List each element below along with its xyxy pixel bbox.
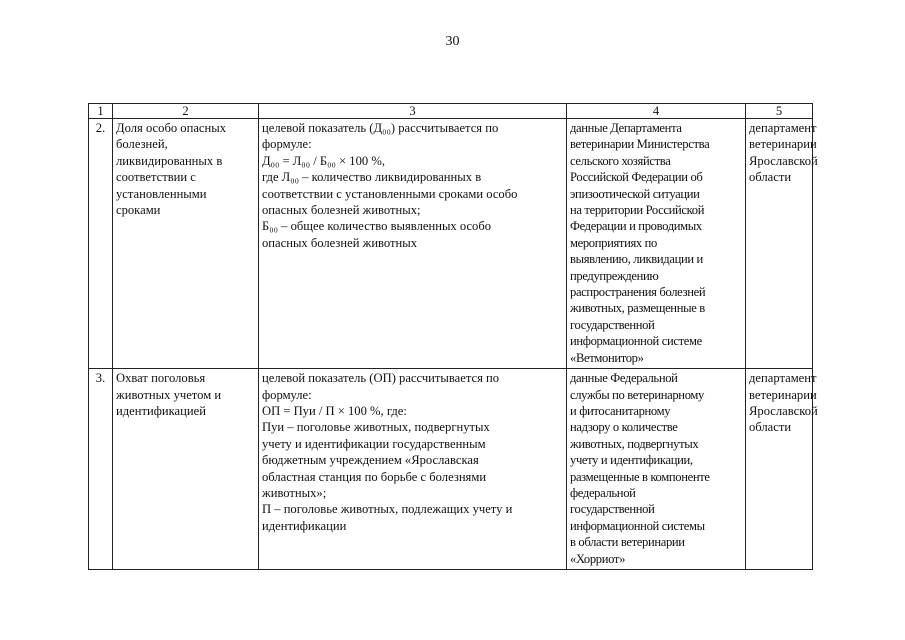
text-line: соответствии с установленными сроками особо	[262, 186, 518, 201]
text-line: где Л₀₀ – количество ликвидированных в	[262, 170, 482, 185]
text-line: целевой показатель (ОП) рассчитывается по	[262, 371, 500, 386]
text-line: Пуи – поголовье животных, подвергнутых	[262, 420, 490, 435]
text-line: животных учетом и	[116, 387, 222, 402]
row-number: 3.	[89, 369, 113, 570]
text-line: данные Департамента	[570, 121, 682, 135]
responsible-cell	[746, 119, 818, 369]
text-line: ветеринарии	[749, 387, 817, 402]
text-line: эпизоотической ситуации	[570, 186, 700, 201]
text-line: формуле:	[262, 387, 312, 402]
text-line: сельского хозяйства	[570, 153, 671, 168]
header-cell: 1	[89, 104, 113, 119]
text-line: опасных болезней животных	[262, 235, 418, 250]
page-number: 30	[445, 34, 460, 49]
row-number: 2.	[89, 119, 113, 369]
text-line: областная станция по борьбе с болезнями	[262, 469, 487, 484]
text-line: учету и идентификации государственным	[262, 436, 486, 451]
header-cell: 5	[746, 104, 813, 119]
text-line: надзору о количестве	[570, 420, 678, 435]
text-line: государственной	[570, 502, 655, 517]
text-line: департамент	[749, 371, 817, 386]
table-row	[89, 369, 813, 570]
text-line: опасных болезней животных;	[262, 203, 421, 218]
text-line: бюджетным учреждением «Ярославская	[262, 453, 479, 468]
text-line: государственной	[570, 317, 655, 332]
text-line: идентификацией	[116, 403, 206, 418]
text-line: предупреждению	[570, 268, 659, 283]
text-line: выявлению, ликвидации и	[570, 252, 703, 267]
text-line: соответствии с	[116, 170, 196, 185]
text-line: учету и идентификации,	[570, 453, 693, 468]
text-line: сроками	[116, 203, 161, 218]
text-line: ликвидированных в	[116, 153, 223, 168]
text-line: и фитосанитарному	[570, 403, 671, 418]
table-row	[89, 119, 813, 369]
text-line: федеральной	[570, 485, 636, 500]
text-line: данные Федеральной	[570, 371, 678, 386]
table-header-row	[89, 104, 813, 119]
text-line: размещенные в компоненте	[570, 469, 710, 484]
method-cell	[259, 369, 567, 570]
text-line: департамент	[749, 121, 817, 135]
text-line: ветеринарии	[749, 137, 817, 152]
text-line: распространения болезней	[570, 285, 706, 300]
header-cell: 2	[113, 104, 259, 119]
header-cell: 3	[259, 104, 567, 119]
source-cell	[567, 369, 746, 570]
text-line: Ярославской	[749, 153, 818, 168]
indicator-cell	[113, 119, 259, 369]
source-cell	[567, 119, 746, 369]
text-line: целевой показатель (Д₀₀) рассчитывается по	[262, 121, 499, 135]
formula-line: Д₀₀ = Л₀₀ / Б₀₀ × 100 %,	[262, 153, 385, 168]
text-line: мероприятиях по	[570, 235, 657, 250]
text-line: информационной системы	[570, 518, 705, 533]
text-line: на территории Российской	[570, 203, 705, 218]
text-line: службы по ветеринарному	[570, 387, 704, 402]
formula-line: ОП = Пуи / П × 100 %, где:	[262, 403, 407, 418]
text-line: в области ветеринарии	[570, 535, 685, 550]
text-line: Федерации и проводимых	[570, 219, 702, 234]
indicator-cell	[113, 369, 259, 570]
text-line: животных»;	[262, 485, 327, 500]
text-line: Российской Федерации об	[570, 170, 703, 185]
indicators-table	[88, 103, 818, 570]
text-line: «Ветмонитор»	[570, 350, 644, 365]
text-line: болезней,	[116, 137, 168, 152]
text-line: формуле:	[262, 137, 312, 152]
text-line: ветеринарии Министерства	[570, 137, 710, 152]
text-line: информационной системе	[570, 334, 702, 349]
text-line: Б₀₀ – общее количество выявленных особо	[262, 219, 492, 234]
text-line: животных, подвергнутых	[570, 436, 699, 451]
responsible-cell	[746, 369, 818, 570]
text-line: Доля особо опасных	[116, 121, 227, 135]
text-line: области	[749, 170, 792, 185]
text-line: Ярославской	[749, 403, 818, 418]
method-cell	[259, 119, 567, 369]
header-cell: 4	[567, 104, 746, 119]
text-line: установленными	[116, 186, 207, 201]
text-line: «Хорриот»	[570, 551, 626, 566]
text-line: Охват поголовья	[116, 371, 206, 386]
text-line: идентификации	[262, 518, 347, 533]
text-line: области	[749, 420, 792, 435]
text-line: П – поголовье животных, подлежащих учету и	[262, 502, 513, 517]
text-line: животных, размещенные в	[570, 301, 705, 316]
